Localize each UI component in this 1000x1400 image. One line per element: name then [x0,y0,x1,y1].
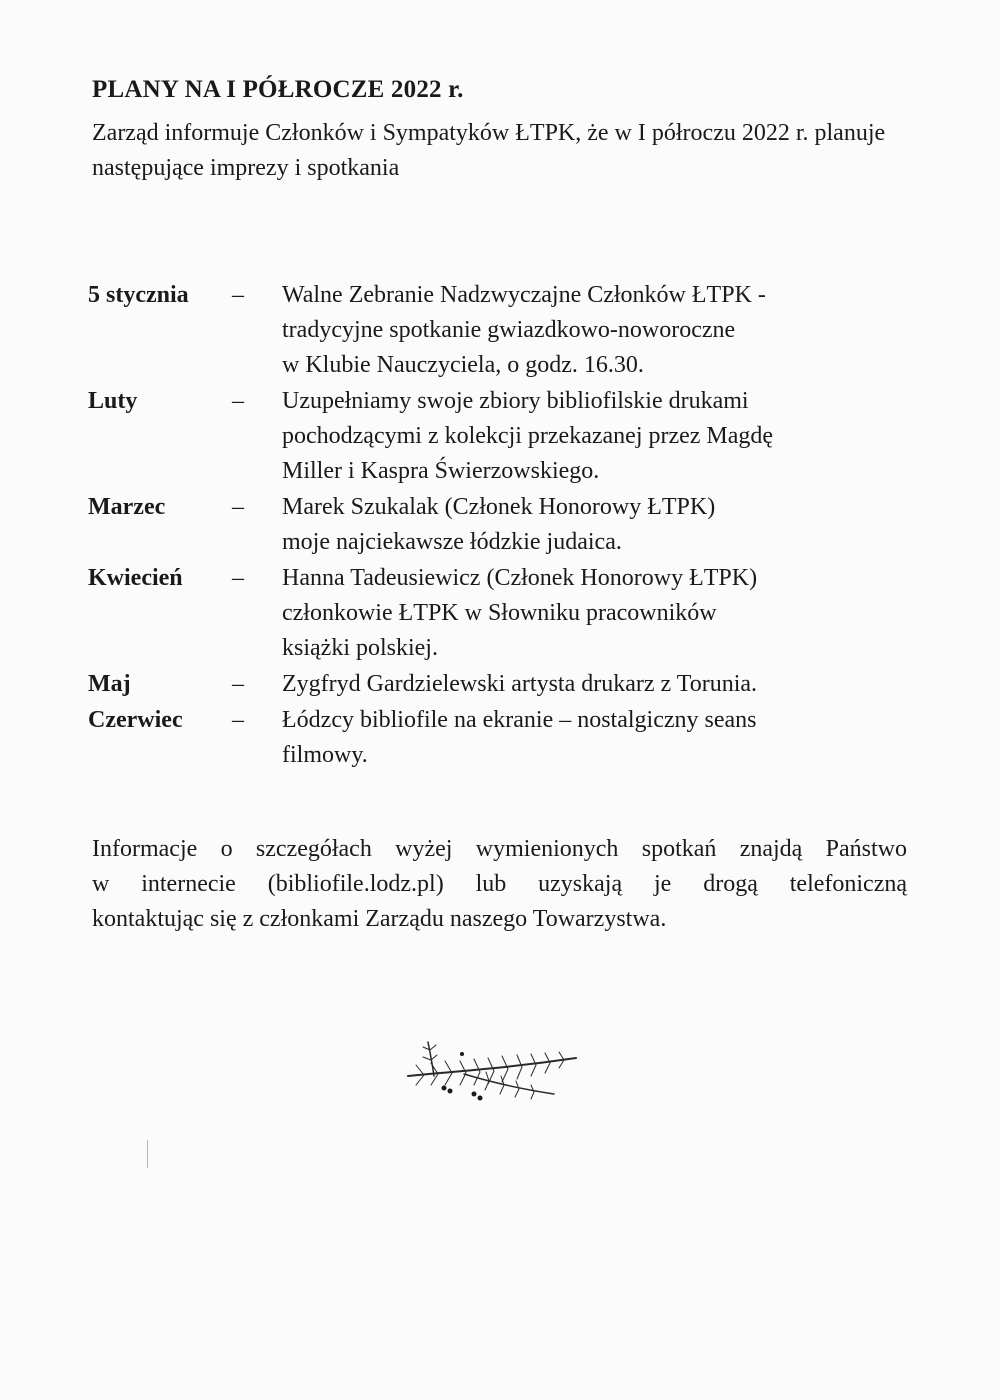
schedule-row-april [0,561,1000,666]
closing-line: Informacje o szczegółach wyżej wymienionych spotkań znajdą Państwo [92,836,907,862]
description-line: w Klubie Nauczyciela, o godz. 16.30. [282,352,644,378]
closing-line: kontaktując się z członkami Zarządu naszego Towarzystwa. [92,906,667,932]
description-line: Łódzcy bibliofile na ekranie – nostalgiczny seans [282,707,757,733]
schedule-row-february [0,384,1000,489]
description-line: Hanna Tadeusiewicz (Członek Honorowy ŁTPK) [282,565,758,591]
description-line: książki polskiej. [282,635,438,661]
scan-mark [147,1140,148,1168]
description-line: Miller i Kaspra Świerzowskiego. [282,458,600,484]
schedule-description [282,667,882,702]
description-line: Marek Szukalak (Członek Honorowy ŁTPK) [282,494,716,520]
description-line: Walne Zebranie Nadzwyczajne Członków ŁTPK - [282,282,766,308]
schedule-dash: – [232,565,244,591]
schedule-dash: – [232,707,244,733]
schedule-month: Czerwiec [88,707,183,733]
schedule-row-june [0,703,1000,773]
schedule-dash: – [232,282,244,308]
schedule-description [282,703,882,773]
description-line: Zygfryd Gardzielewski artysta drukarz z Torunia. [282,671,758,697]
schedule-row-january [0,278,1000,383]
schedule-month: 5 stycznia [88,282,189,308]
event-schedule [0,278,1000,773]
closing-paragraph [92,832,907,937]
schedule-description [282,384,882,489]
schedule-month: Luty [88,388,138,414]
schedule-dash: – [232,388,244,414]
description-line: tradycyjne spotkanie gwiazdkowo-noworoczne [282,317,736,343]
description-line: pochodzącymi z kolekcji przekazanej przez Magdę [282,423,774,449]
schedule-description [282,278,882,383]
schedule-month: Kwiecień [88,565,183,591]
schedule-description [282,561,882,666]
schedule-dash: – [232,671,244,697]
pine-branch-icon [404,1036,580,1108]
intro-paragraph: Zarząd informuje Członków i Sympatyków ŁTPK, że w I półroczu 2022 r. planuje następujące imprezy i spotkania [92,120,886,181]
schedule-row-march [0,490,1000,560]
schedule-description [282,490,882,560]
closing-line: w internecie (bibliofile.lodz.pl) lub uzyskają je drogą telefoniczną [92,871,907,897]
page-title: PLANY NA I PÓŁROCZE 2022 r. [92,76,464,103]
schedule-row-may [0,667,1000,702]
schedule-dash: – [232,494,244,520]
description-line: moje najciekawsze łódzkie judaica. [282,529,622,555]
schedule-month: Maj [88,671,131,697]
description-line: członkowie ŁTPK w Słowniku pracowników [282,600,717,626]
description-line: Uzupełniamy swoje zbiory bibliofilskie drukami [282,388,749,414]
description-line: filmowy. [282,742,368,768]
schedule-month: Marzec [88,494,166,520]
